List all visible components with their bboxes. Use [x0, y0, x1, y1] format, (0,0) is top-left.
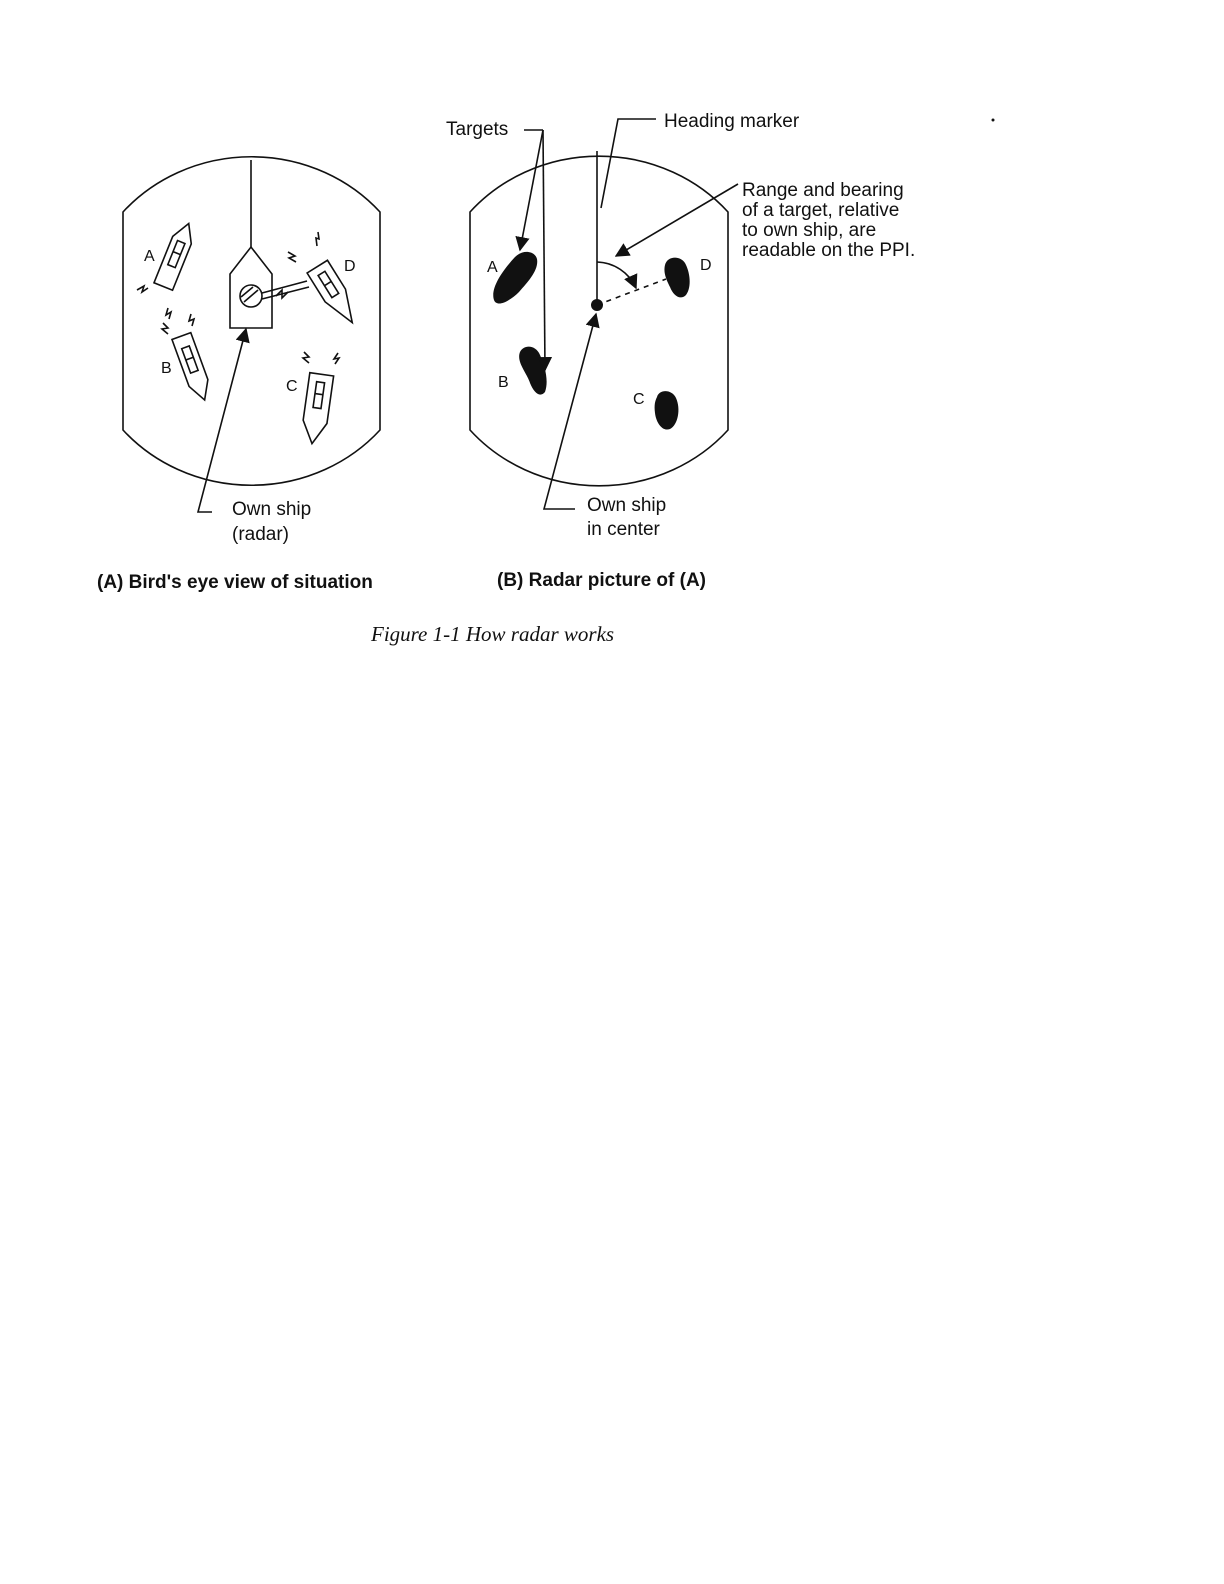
own-ship-label-b-line1: Own ship	[587, 495, 667, 516]
echo-mark	[166, 308, 171, 319]
echo-mark	[137, 286, 148, 292]
target-letter-d: D	[700, 257, 712, 274]
range-bearing-line1: Range and bearing	[742, 180, 904, 201]
bearing-arc	[597, 262, 636, 288]
echo-mark	[316, 232, 319, 246]
own-ship-label-a-line1: Own ship	[232, 499, 312, 520]
targets-arrow-a	[520, 130, 543, 250]
target-letter-a: A	[487, 259, 498, 276]
target-c	[655, 391, 679, 429]
range-bearing-line4: readable on the PPI.	[742, 240, 916, 261]
speck	[992, 119, 995, 122]
ship-letter-d: D	[344, 258, 356, 275]
range-bearing-line3: to own ship, are	[742, 220, 877, 241]
targets-label: Targets	[446, 119, 509, 140]
target-letter-b: B	[498, 374, 509, 391]
ship-b	[172, 333, 214, 404]
heading-marker-label: Heading marker	[664, 111, 800, 132]
target-letter-c: C	[633, 391, 645, 408]
echo-mark	[162, 323, 168, 334]
range-bearing-line2: of a target, relative	[742, 200, 900, 221]
panel-birds-eye	[123, 157, 380, 545]
echo-mark	[334, 353, 339, 364]
ship-c	[300, 373, 334, 446]
panel-radar-picture	[446, 111, 915, 540]
own-ship-pointer-b	[544, 314, 596, 509]
figure-caption: Figure 1-1 How radar works	[371, 622, 615, 646]
echo-mark	[189, 314, 194, 326]
ship-letter-c: C	[286, 378, 298, 395]
caption-a: (A) Bird's eye view of situation	[97, 572, 373, 593]
own-ship-a	[230, 247, 309, 328]
target-a	[493, 252, 537, 304]
scope-outline-b	[470, 156, 728, 486]
target-b	[519, 347, 546, 395]
bearing-line	[597, 279, 666, 305]
target-d	[664, 258, 689, 298]
targets-arrow-b	[543, 130, 545, 370]
ship-a	[154, 220, 198, 291]
own-ship-label-a-line2: (radar)	[232, 524, 290, 545]
caption-b: (B) Radar picture of (A)	[497, 570, 706, 591]
ship-letter-b: B	[161, 360, 172, 377]
echo-mark	[303, 352, 309, 363]
own-ship-label-b-line2: in center	[587, 519, 660, 540]
ship-letter-a: A	[144, 248, 155, 265]
range-bearing-arrow	[616, 184, 738, 256]
echo-mark	[288, 252, 296, 262]
